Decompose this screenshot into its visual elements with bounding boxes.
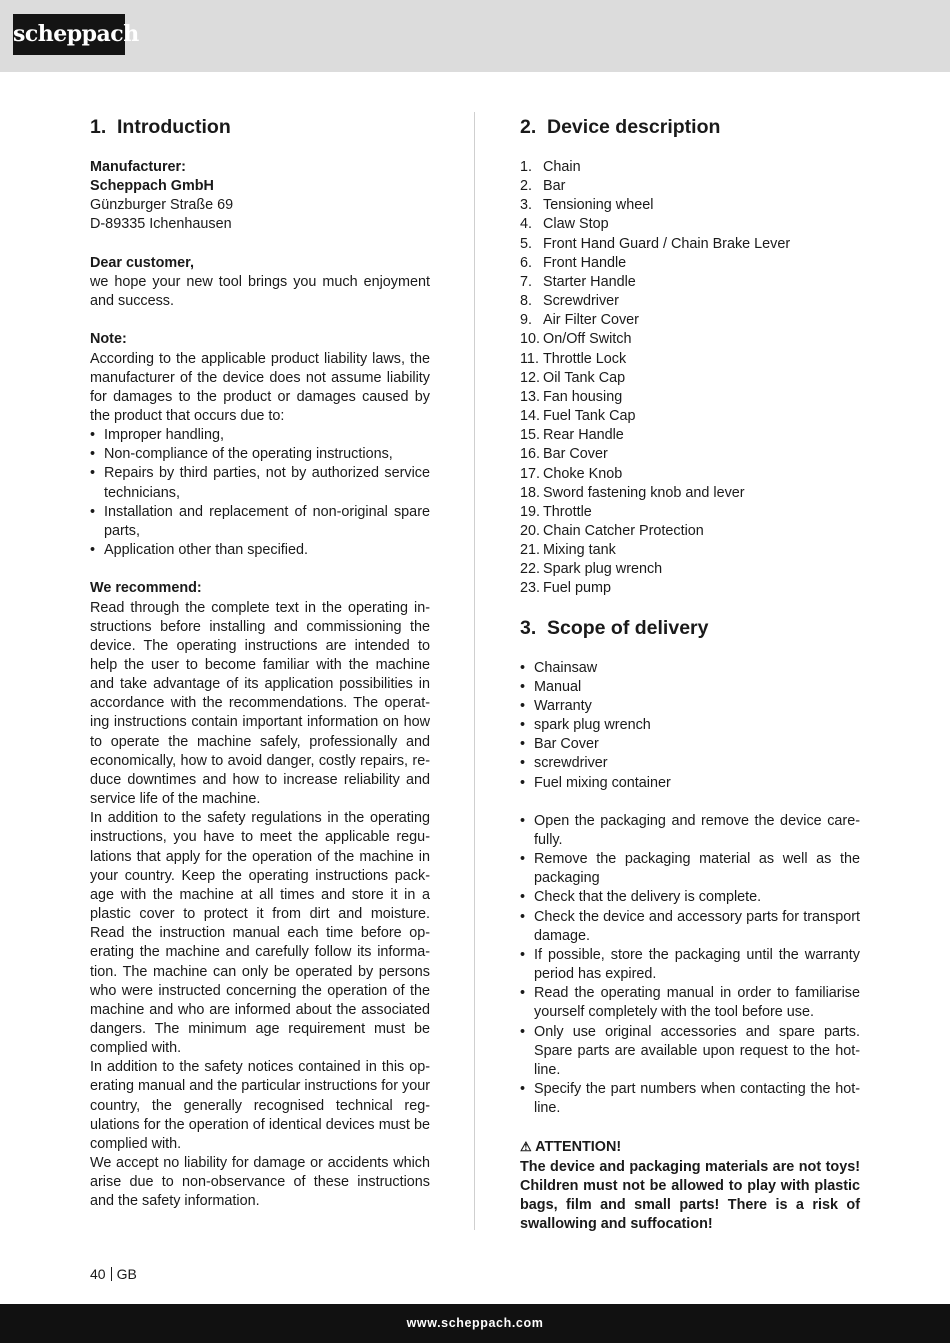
list-item: 22. Spark plug wrench — [520, 561, 663, 578]
list-item: • Manual — [520, 678, 860, 697]
list-item: • Application other than specified. — [90, 541, 430, 560]
list-item: • Check that the delivery is complete. — [520, 888, 860, 907]
unpacking-instructions-list — [520, 812, 860, 1119]
list-item: 16. Bar Cover — [520, 446, 608, 463]
list-item: 12. Oil Tank Cap — [520, 369, 626, 386]
header-band — [0, 0, 950, 72]
list-item: 4. Claw Stop — [520, 216, 609, 233]
list-item: • Remove the packaging material as well as the packaging — [520, 850, 860, 888]
list-item: • Installation and replacement of non-original spare parts, — [90, 503, 430, 541]
intro-heading: 1. Introduction — [90, 116, 231, 138]
list-item: • Non-compliance of the operating instructions, — [90, 445, 430, 464]
list-item: • Bar Cover — [520, 735, 860, 754]
greeting-text: we hope your new tool brings you much enjoyment and success. — [90, 273, 430, 310]
note-bullet-list — [90, 426, 430, 560]
page-number: 40 GB — [90, 1266, 137, 1282]
list-item: 13. Fan housing — [520, 388, 623, 405]
scope-items-list — [520, 659, 860, 793]
list-item: • screwdriver — [520, 754, 860, 773]
company-street: Günzburger Straße 69 — [90, 197, 234, 214]
attention-heading: ⚠ ATTENTION! — [520, 1139, 622, 1156]
list-item: • Improper handling, — [90, 426, 430, 445]
list-item: • Specify the part numbers when contacting the hotline. — [520, 1080, 860, 1118]
list-item: • Repairs by third parties, not by authorized service technicians, — [90, 464, 430, 502]
list-item: • Open the packaging and remove the device carefully. — [520, 812, 860, 850]
note-label: Note: — [90, 331, 127, 348]
footer-url-link[interactable]: www.scheppach.com — [406, 1316, 544, 1330]
device-heading: 2. Device description — [520, 116, 721, 138]
recommend-paragraph: In addition to the safety regulations in the operating instructions, you have to meet the applicable regulations that apply for the operation of the machine in your country. Keep the operating instructions package with the machine at all times and store it in a plastic cover to protect it from dirt and moisture. Read the instruction manual each time before operating the machine and carefully follow its information. The machine can only be operated by persons who were instructed concerning the operation of the machine and who are informed about the associated dangers. The minimum age requirement must be complied with. — [90, 810, 430, 1057]
recommend-label: We recommend: — [90, 580, 202, 597]
list-item: 14. Fuel Tank Cap — [520, 408, 636, 425]
list-item: • Fuel mixing container — [520, 774, 860, 793]
manufacturer-label: Manufacturer: — [90, 159, 186, 175]
recommend-paragraph: We accept no liability for damage or accidents which arise due to non-observance of these instructions and the safety information. — [90, 1155, 430, 1210]
list-item: 2. Bar — [520, 178, 566, 195]
list-item: • Only use original accessories and spare parts. Spare parts are available upon request to the hotline. — [520, 1023, 860, 1080]
list-item: • Chainsaw — [520, 659, 860, 678]
list-item: 23. Fuel pump — [520, 580, 611, 597]
recommend-paragraph: In addition to the safety notices contained in this operating manual and the particular instructions for your country, the generally recognised technical regulations for the operation of identical devices must be complied with. — [90, 1059, 430, 1152]
list-item: 5. Front Hand Guard / Chain Brake Lever — [520, 235, 791, 252]
company-name: Scheppach GmbH — [90, 178, 214, 195]
list-item: • If possible, store the packaging until the warranty period has expired. — [520, 946, 860, 984]
list-item: 21. Mixing tank — [520, 542, 616, 559]
column-divider — [474, 112, 475, 1230]
list-item: • Check the device and accessory parts for transport damage. — [520, 908, 860, 946]
list-item: 8. Screwdriver — [520, 293, 619, 310]
list-item: 10. On/Off Switch — [520, 331, 632, 348]
list-item: 7. Starter Handle — [520, 273, 636, 290]
warning-triangle-icon: ⚠ — [520, 1139, 532, 1155]
list-item: 19. Throttle — [520, 503, 592, 520]
list-item: 18. Sword fastening knob and lever — [520, 484, 745, 501]
list-item: 9. Air Filter Cover — [520, 312, 639, 329]
recommend-paragraph: Read through the complete text in the operating instructions before installing and commissioning the device. The operating instructions are intended to help the user to become familiar with the machine and take advantage of its application possibilities in accordance with the recommendations. The operating instructions contain important information on how to operate the machine safely, professionally and economically, how to avoid danger, costly repairs, reduce downtimes and how to increase reliability and service life of the machine. — [90, 599, 430, 808]
list-item: • Warranty — [520, 697, 860, 716]
right-column — [520, 112, 860, 1234]
greeting: Dear customer, — [90, 254, 194, 271]
left-column — [90, 112, 430, 1212]
list-item: 3. Tensioning wheel — [520, 197, 654, 214]
attention-text: The device and packaging materials are not toys! Children must not be allowed to play with plastic bags, film and small parts! There is a risk of swallowing and suffocation! — [520, 1158, 860, 1233]
list-item: 17. Choke Knob — [520, 465, 623, 482]
list-item: 20. Chain Catcher Protection — [520, 522, 704, 539]
list-item: • spark plug wrench — [520, 716, 860, 735]
list-item: • Read the operating manual in order to familiarise yourself completely with the tool before use. — [520, 984, 860, 1022]
company-city: D-89335 Ichenhausen — [90, 216, 232, 233]
list-item: 11. Throttle Lock — [520, 350, 627, 367]
list-item: 1. Chain — [520, 159, 581, 175]
list-item: 15. Rear Handle — [520, 427, 624, 444]
brand-logo: scheppach — [13, 14, 125, 55]
device-parts-list — [520, 158, 860, 599]
note-text: According to the applicable product liability laws, the manufacturer of the device does not assume liability for damages to the product or damages caused by the product that occurs due to: — [90, 350, 430, 424]
list-item: 6. Front Handle — [520, 254, 627, 271]
scope-heading: 3. Scope of delivery — [520, 616, 709, 639]
